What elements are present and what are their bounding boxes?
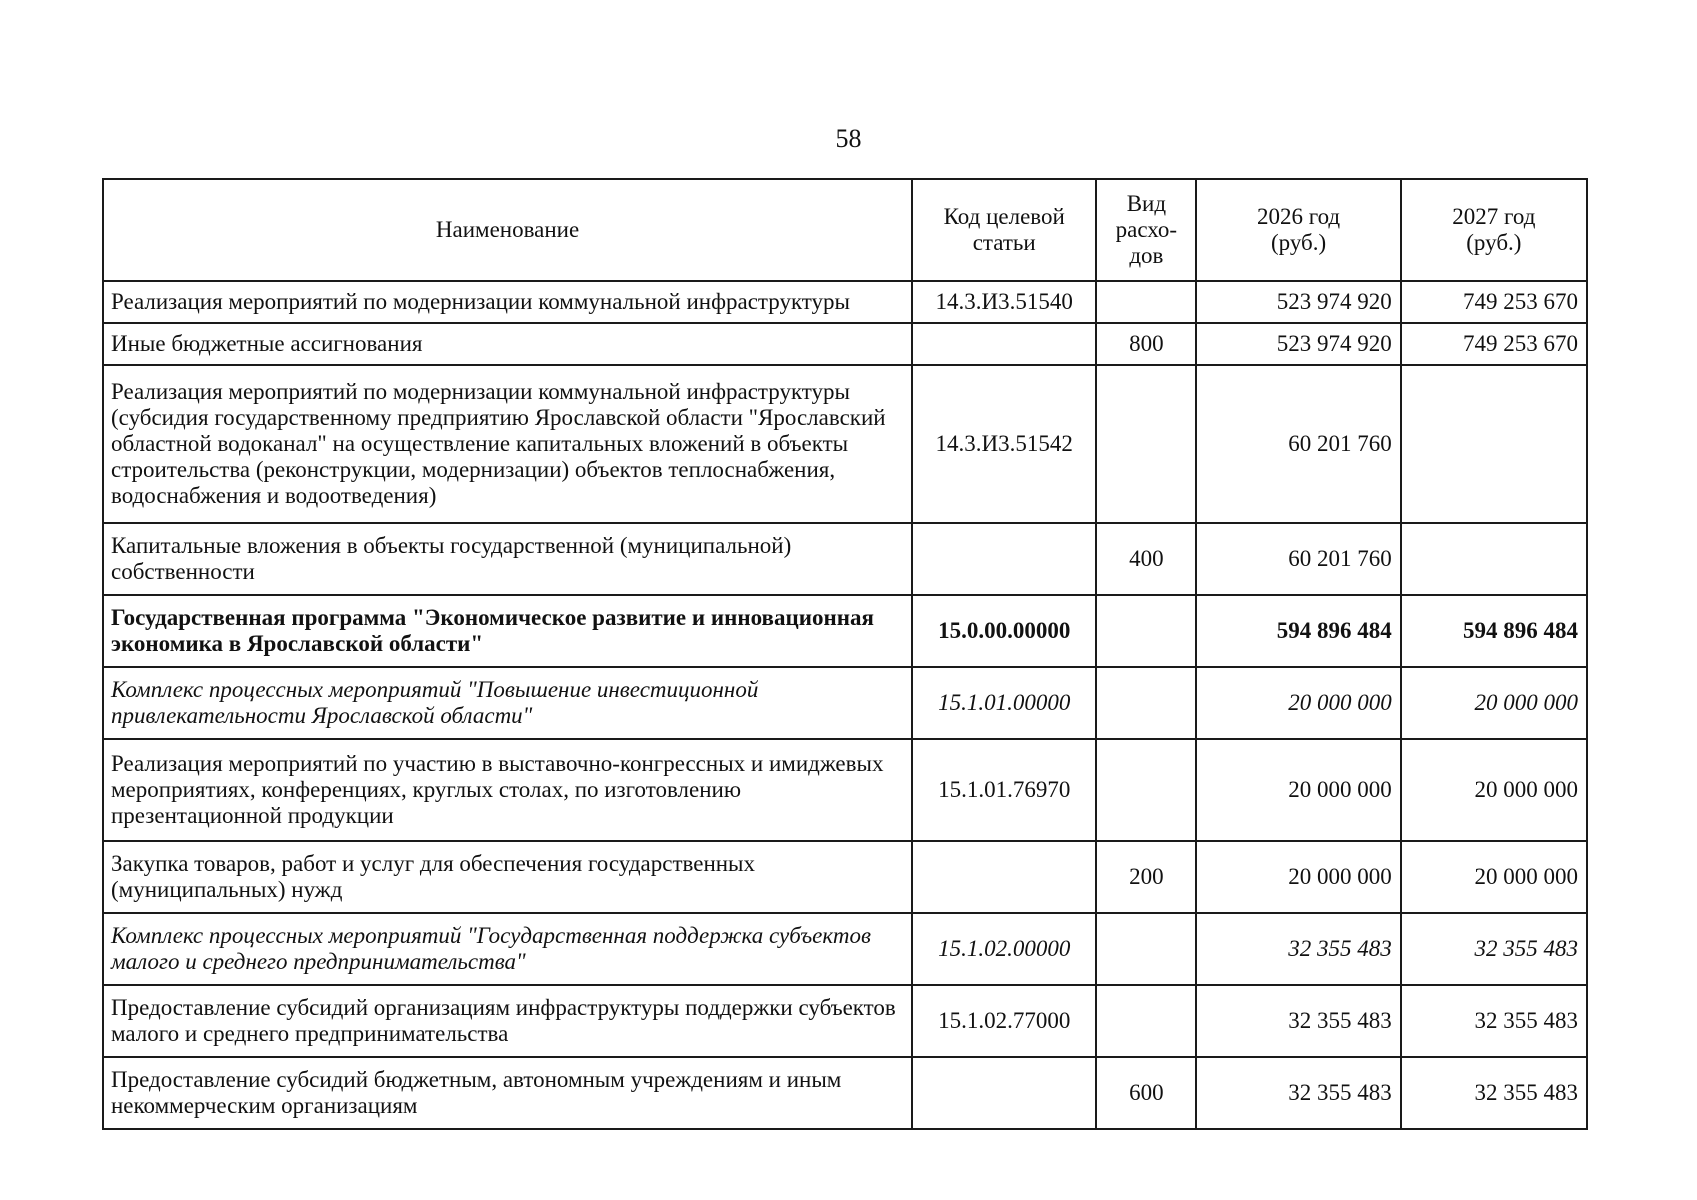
row-2027: 20 000 000 xyxy=(1401,841,1587,913)
table-row xyxy=(103,323,1587,365)
row-code: 15.1.02.77000 xyxy=(912,985,1096,1057)
header-2026: 2026 год (руб.) xyxy=(1196,179,1400,281)
row-2027 xyxy=(1401,523,1587,595)
row-type: 600 xyxy=(1096,1057,1196,1129)
row-code xyxy=(912,841,1096,913)
row-code xyxy=(912,523,1096,595)
row-2027: 32 355 483 xyxy=(1401,985,1587,1057)
row-2026: 60 201 760 xyxy=(1196,523,1400,595)
table-row xyxy=(103,841,1587,913)
row-code xyxy=(912,1057,1096,1129)
table-header-row xyxy=(103,179,1587,281)
header-name: Наименование xyxy=(103,179,912,281)
row-name: Реализация мероприятий по модернизации коммунальной инфраструктуры (субсидия государственному предприятию Ярославской области "Ярославский областной водоканал" на осуществление капитальных вложений в объекты строительства (реконструкции, модернизации) объектов теплоснабжения, водоснабжения и водоотведения) xyxy=(103,365,912,523)
row-type: 400 xyxy=(1096,523,1196,595)
table-row xyxy=(103,365,1587,523)
table-row xyxy=(103,1057,1587,1129)
row-2027: 749 253 670 xyxy=(1401,323,1587,365)
header-2027: 2027 год (руб.) xyxy=(1401,179,1587,281)
row-2026: 20 000 000 xyxy=(1196,841,1400,913)
row-2026: 32 355 483 xyxy=(1196,1057,1400,1129)
table-row xyxy=(103,667,1587,739)
row-2027 xyxy=(1401,365,1587,523)
row-2026: 32 355 483 xyxy=(1196,913,1400,985)
row-2026: 20 000 000 xyxy=(1196,667,1400,739)
row-type xyxy=(1096,365,1196,523)
row-2026: 523 974 920 xyxy=(1196,281,1400,323)
row-2026: 20 000 000 xyxy=(1196,739,1400,841)
row-type xyxy=(1096,667,1196,739)
row-2027: 32 355 483 xyxy=(1401,1057,1587,1129)
row-code: 15.1.01.76970 xyxy=(912,739,1096,841)
row-type xyxy=(1096,281,1196,323)
row-type xyxy=(1096,595,1196,667)
row-name: Реализация мероприятий по модернизации коммунальной инфраструктуры xyxy=(103,281,912,323)
row-name: Капитальные вложения в объекты государственной (муниципальной) собственности xyxy=(103,523,912,595)
row-code: 14.3.И3.51540 xyxy=(912,281,1096,323)
row-type xyxy=(1096,913,1196,985)
row-name: Комплекс процессных мероприятий "Повышение инвестиционной привлекательности Ярославской области" xyxy=(103,667,912,739)
table-row xyxy=(103,595,1587,667)
row-type xyxy=(1096,739,1196,841)
row-2026: 32 355 483 xyxy=(1196,985,1400,1057)
table-row xyxy=(103,913,1587,985)
table-row xyxy=(103,739,1587,841)
row-code: 15.1.01.00000 xyxy=(912,667,1096,739)
row-name: Предоставление субсидий организациям инфраструктуры поддержки субъектов малого и среднего предпринимательства xyxy=(103,985,912,1057)
table-row xyxy=(103,523,1587,595)
budget-table xyxy=(102,178,1588,1130)
row-name: Предоставление субсидий бюджетным, автономным учреждениям и иным некоммерческим организациям xyxy=(103,1057,912,1129)
row-name: Иные бюджетные ассигнования xyxy=(103,323,912,365)
row-2026: 594 896 484 xyxy=(1196,595,1400,667)
row-2027: 32 355 483 xyxy=(1401,913,1587,985)
row-2027: 594 896 484 xyxy=(1401,595,1587,667)
row-type: 200 xyxy=(1096,841,1196,913)
row-type xyxy=(1096,985,1196,1057)
row-name: Государственная программа "Экономическое развитие и инновационная экономика в Ярославской области" xyxy=(103,595,912,667)
row-code: 15.0.00.00000 xyxy=(912,595,1096,667)
row-code: 15.1.02.00000 xyxy=(912,913,1096,985)
header-code: Код целевой статьи xyxy=(912,179,1096,281)
page-number: 58 xyxy=(835,124,862,153)
table-row xyxy=(103,281,1587,323)
row-name: Комплекс процессных мероприятий "Государственная поддержка субъектов малого и среднего предпринимательства" xyxy=(103,913,912,985)
row-name: Закупка товаров, работ и услуг для обеспечения государственных (муниципальных) нужд xyxy=(103,841,912,913)
row-2026: 523 974 920 xyxy=(1196,323,1400,365)
row-code xyxy=(912,323,1096,365)
row-2027: 749 253 670 xyxy=(1401,281,1587,323)
row-code: 14.3.И3.51542 xyxy=(912,365,1096,523)
header-type: Вид расхо-дов xyxy=(1096,179,1196,281)
row-type: 800 xyxy=(1096,323,1196,365)
table-row xyxy=(103,985,1587,1057)
row-name: Реализация мероприятий по участию в выставочно-конгрессных и имиджевых мероприятиях, конференциях, круглых столах, по изготовлению презентационной продукции xyxy=(103,739,912,841)
row-2027: 20 000 000 xyxy=(1401,739,1587,841)
row-2026: 60 201 760 xyxy=(1196,365,1400,523)
row-2027: 20 000 000 xyxy=(1401,667,1587,739)
